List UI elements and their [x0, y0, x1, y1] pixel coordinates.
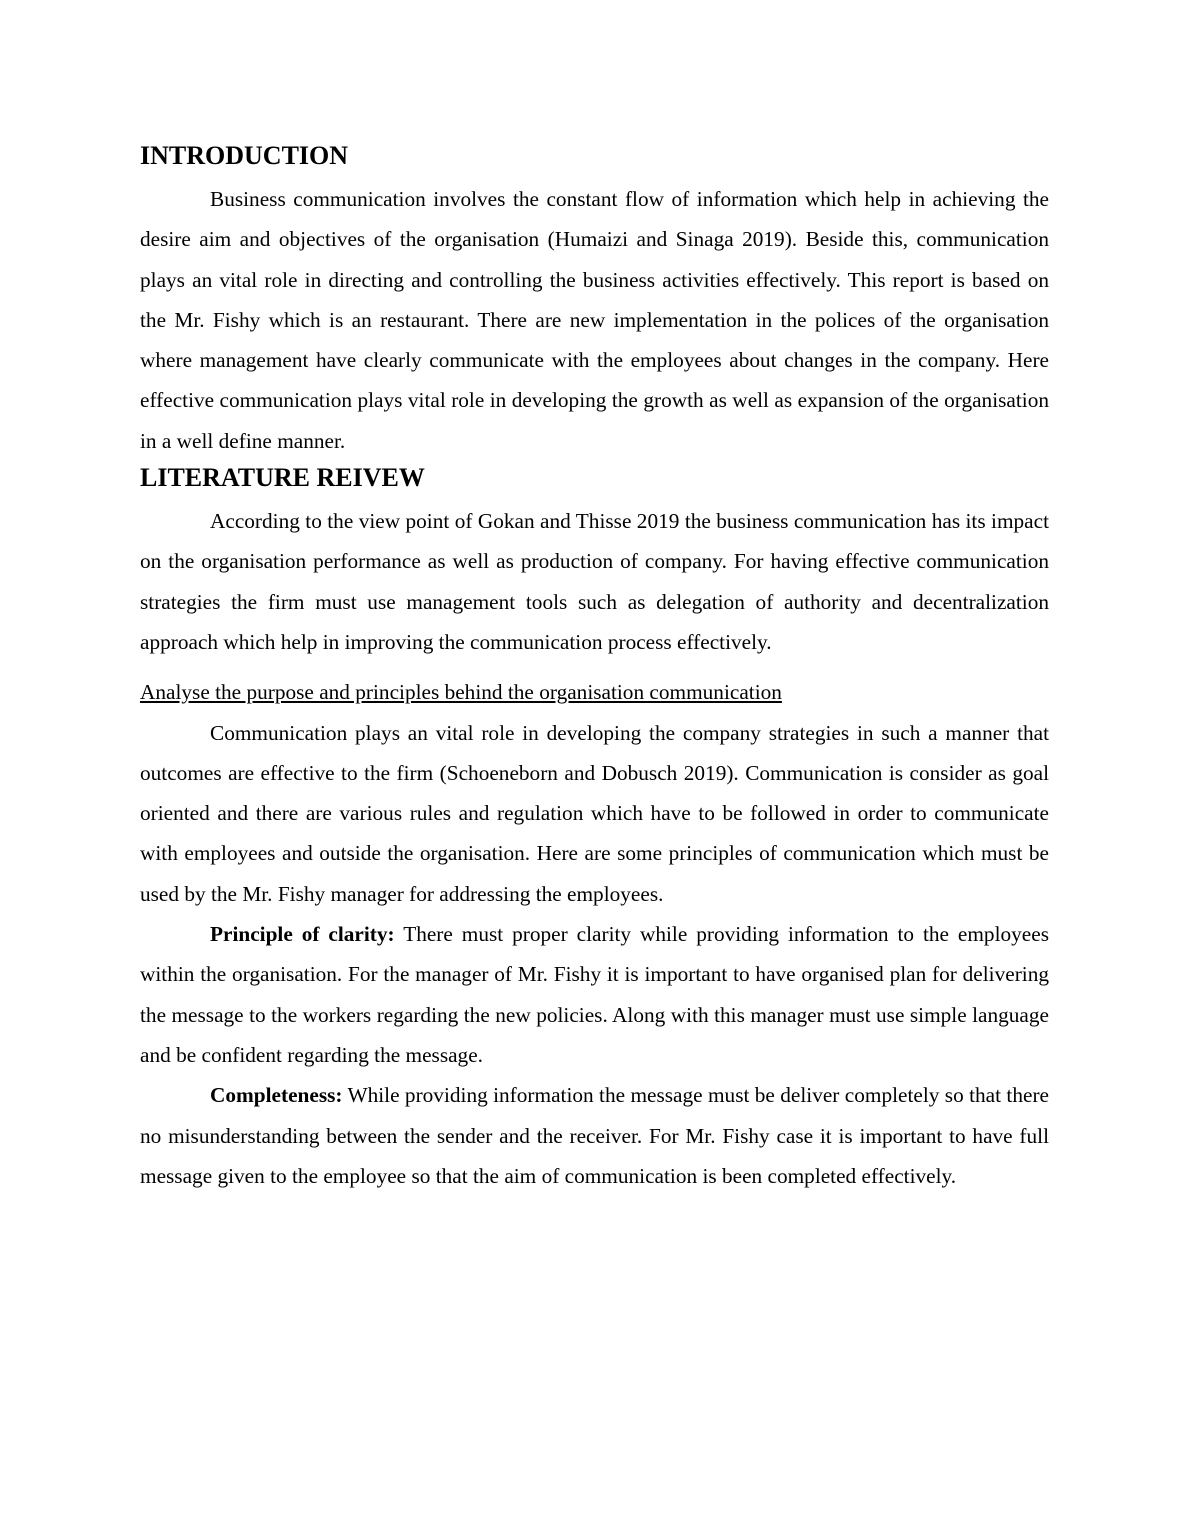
principle-completeness-paragraph: [140, 1075, 1049, 1196]
principle-clarity-text: There must proper clarity while providing information to the employees within the organisation. For the manager of Mr. Fishy it is important to have organised plan for delivering the message to the workers regarding the new policies. Along with this manager must use simple language and be confident regarding the message.: [140, 922, 1049, 1067]
introduction-paragraph: Business communication involves the constant flow of information which help in achieving the desire aim and objectives of the organisation (Humaizi and Sinaga 2019). Beside this, communication plays an vital role in directing and controlling the business activities effectively. This report is based on the Mr. Fishy which is an restaurant. There are new implementation in the polices of the organisation where management have clearly communicate with the employees about changes in the company. Here effective communication plays vital role in developing the growth as well as expansion of the organisation in a well define manner.: [140, 187, 1049, 453]
literature-review-paragraph: According to the view point of Gokan and Thisse 2019 the business communication has its impact on the organisation performance as well as production of company. For having effective communication strategies the firm must use management tools such as delegation of authority and decentralization approach which help in improving the communication process effectively.: [140, 509, 1049, 654]
principle-completeness-text: While providing information the message must be deliver completely so that there no misunderstanding between the sender and the receiver. For Mr. Fishy case it is important to have full message given to the employee so that the aim of communication is been completed effectively.: [140, 1083, 1049, 1188]
principle-completeness-term: Completeness:: [210, 1083, 343, 1108]
document-page: [140, 139, 1049, 1196]
introduction-heading: INTRODUCTION: [140, 141, 349, 170]
analyse-subheading: Analyse the purpose and principles behind the organisation communication: [140, 680, 782, 705]
principle-clarity-term: Principle of clarity:: [210, 922, 395, 947]
literature-review-heading: LITERATURE REIVEW: [140, 463, 425, 493]
analyse-paragraph: Communication plays an vital role in developing the company strategies in such a manner that outcomes are effective to the firm (Schoeneborn and Dobusch 2019). Communication is consider as goal oriented and there are various rules and regulation which have to be followed in order to communicate with employees and outside the organisation. Here are some principles of communication which must be used by the Mr. Fishy manager for addressing the employees.: [140, 720, 1049, 906]
principle-clarity-paragraph: [140, 914, 1049, 1075]
